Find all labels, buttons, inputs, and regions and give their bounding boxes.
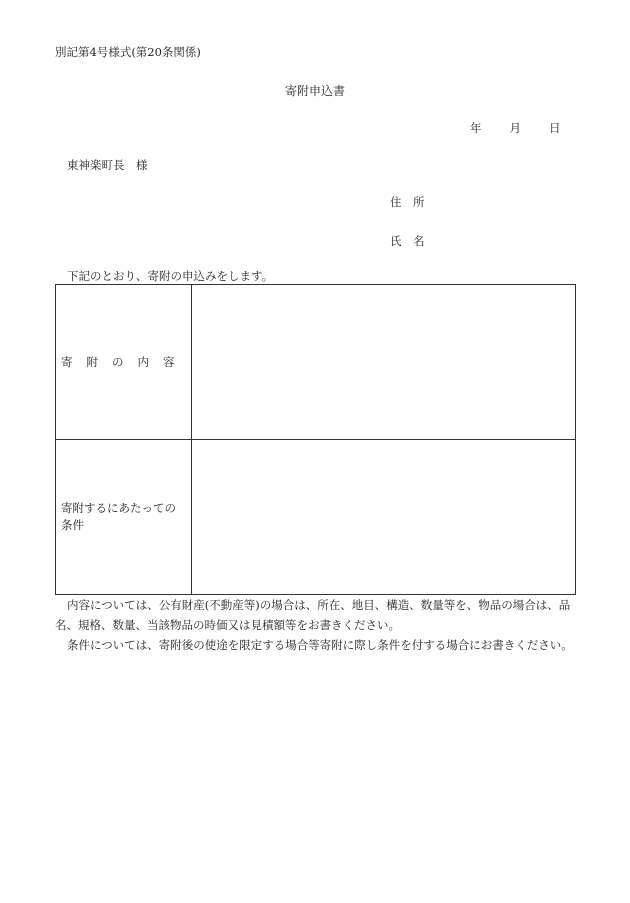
note-conditions: 条件については、寄附後の使途を限定する場合等寄附に際し条件を付する場合にお書きください。 [67, 638, 573, 652]
donation-form-table [55, 284, 576, 595]
note-content: 内容については、公有財産(不動産等)の場合は、所在、地目、構造、数量等を、物品の場合は、品名、規格、数量、当該物品の時価又は見積額等をお書きください。 [55, 598, 571, 632]
conditions-label: 寄附するにあたっての条件 [56, 440, 192, 595]
content-value-field[interactable] [192, 285, 576, 440]
date-month: 月 [509, 121, 521, 135]
date-day: 日 [549, 121, 561, 135]
date-line [470, 120, 561, 136]
intro-text: 下記のとおり、寄附の申込みをします。 [67, 269, 274, 283]
document-title: 寄附申込書 [284, 84, 345, 98]
conditions-value-field[interactable] [192, 440, 576, 595]
table-row-content [56, 285, 576, 440]
form-number: 別記第4号様式(第20条関係) [55, 45, 201, 59]
table-row-conditions [56, 440, 576, 595]
name-label: 氏 名 [390, 234, 425, 248]
address-label: 住 所 [390, 195, 425, 209]
content-label: 寄 附 の 内 容 [56, 285, 192, 440]
addressee: 東神楽町長 様 [67, 158, 148, 172]
date-year: 年 [470, 121, 482, 135]
